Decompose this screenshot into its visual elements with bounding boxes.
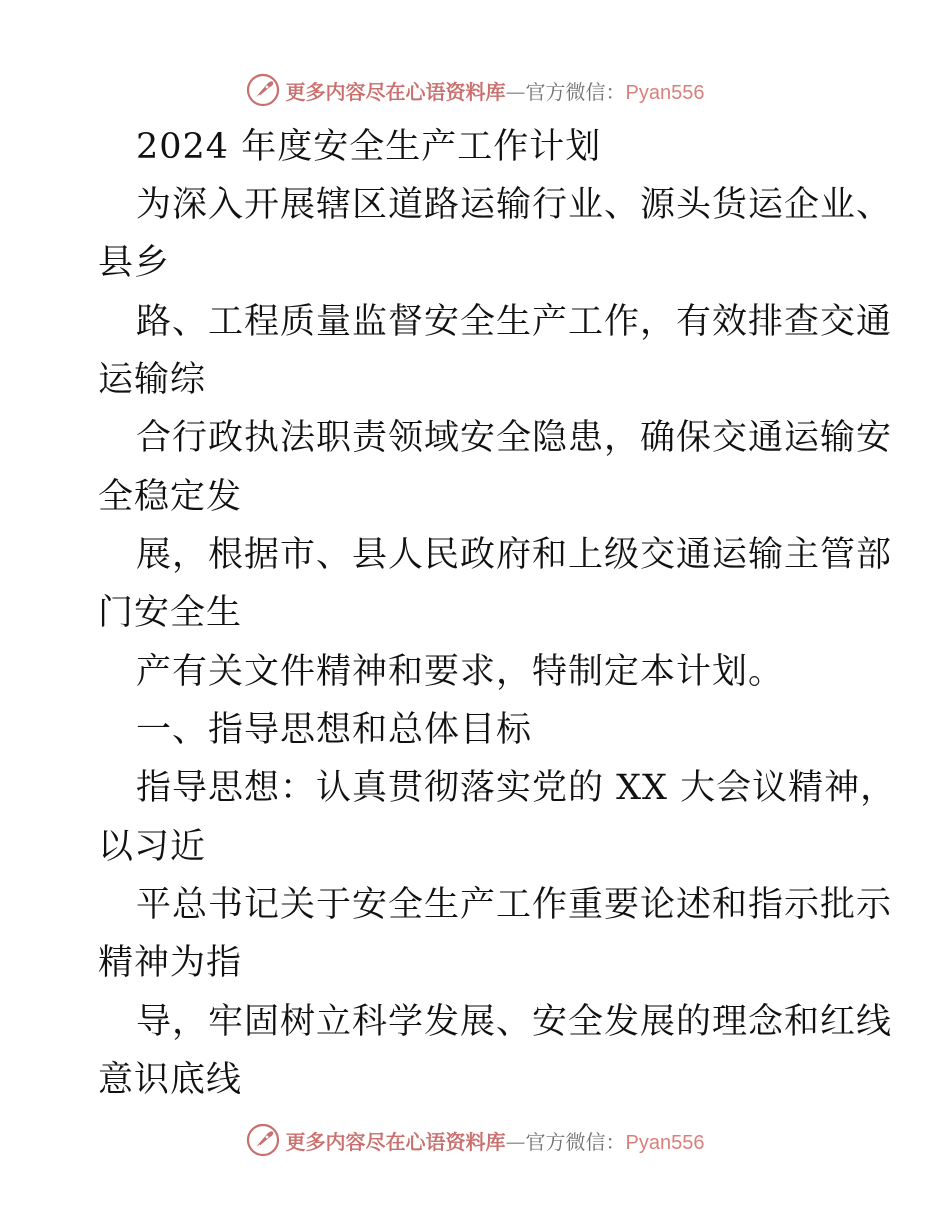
paragraph-line: 县乡 [98,243,171,283]
quill-logo-icon [246,73,280,107]
paragraph-line: 产有关文件精神和要求，特制定本计划。 [136,652,785,692]
header-watermark-banner [0,70,950,110]
watermark-handle: Pyan556 [625,1131,705,1154]
section-heading: 一、指导思想和总体目标 [136,710,533,750]
paragraph-line: 运输综 [98,360,207,400]
watermark-wechat-label: 官方微信： [525,1129,626,1154]
paragraph-line: 门安全生 [98,593,243,633]
paragraph-line: 意识底线 [98,1060,243,1100]
watermark-brand: 更多内容尽在心语资料库 [285,79,506,104]
paragraph-line: 指导思想：认真贯彻落实党的 XX 大会议精神， [136,768,897,808]
watermark-text [286,1126,705,1155]
paragraph-line: 展，根据市、县人民政府和上级交通运输主管部 [136,535,893,575]
document-title: 2024 年度安全生产工作计划 [136,127,602,167]
paragraph-line: 为深入开展辖区道路运输行业、源头货运企业、 [136,185,893,225]
watermark-banner-content [246,73,705,107]
paragraph-line: 路、工程质量监督安全生产工作，有效排查交通 [136,302,893,342]
watermark-separator: — [505,1129,526,1154]
watermark-wechat-label: 官方微信： [525,79,626,104]
footer-watermark-banner [0,1120,950,1160]
paragraph-line: 平总书记关于安全生产工作重要论述和指示批示 [136,885,893,925]
watermark-handle: Pyan556 [625,81,705,104]
paragraph-line: 以习近 [98,827,207,867]
paragraph-line: 精神为指 [98,943,243,983]
watermark-banner-content [246,1123,705,1157]
paragraph-line: 全稳定发 [98,477,243,517]
watermark-brand: 更多内容尽在心语资料库 [285,1129,506,1154]
watermark-separator: — [505,79,526,104]
watermark-text [286,76,705,105]
quill-logo-icon [246,1123,280,1157]
paragraph-line: 合行政执法职责领域安全隐患，确保交通运输安 [136,418,893,458]
paragraph-line: 导，牢固树立科学发展、安全发展的理念和红线 [136,1002,893,1042]
